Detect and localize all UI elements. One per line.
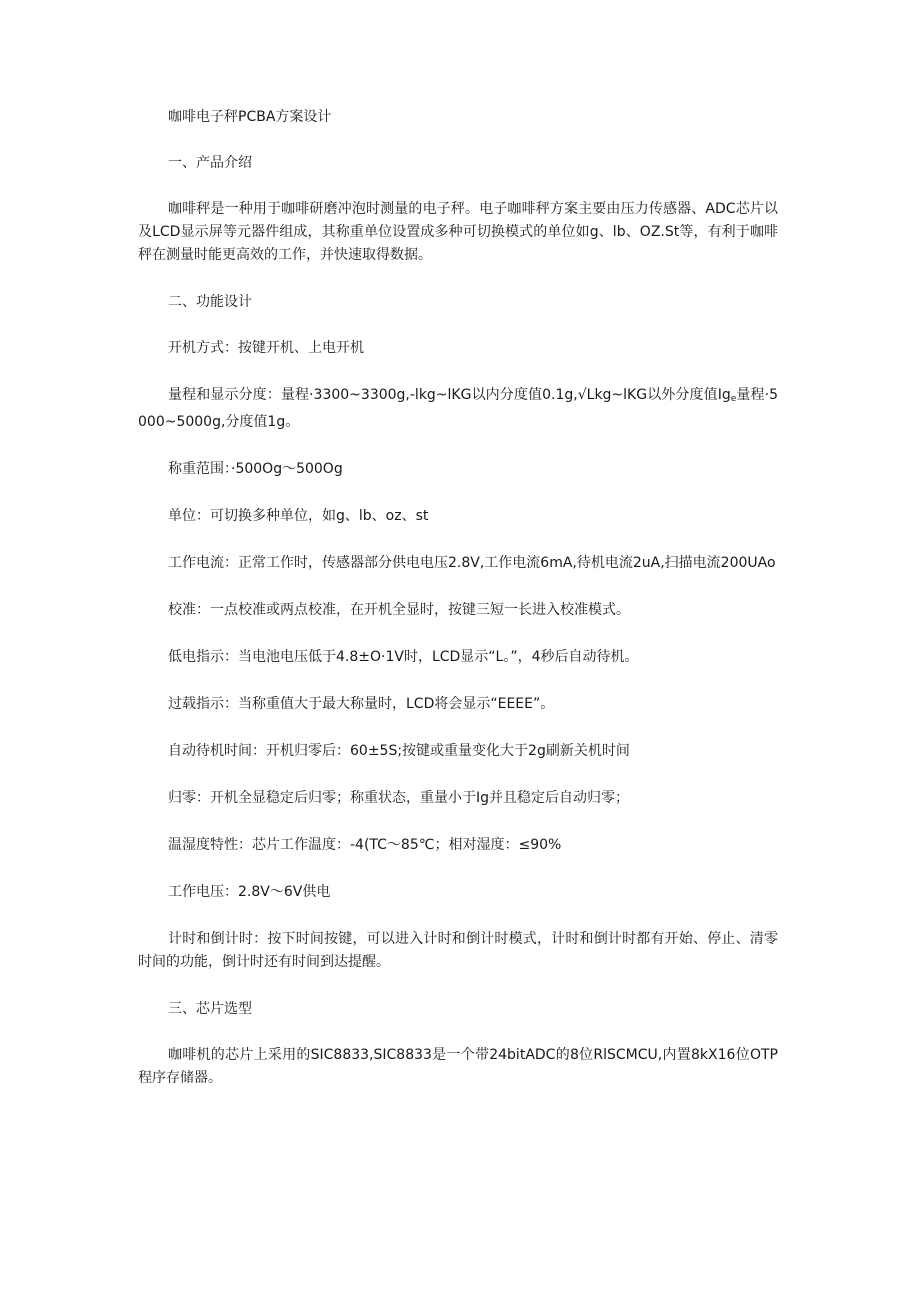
paragraph-zeroing: 归零：开机全显稳定后归零；称重状态，重量小于Ig并且稳定后自动归零； (168, 790, 630, 806)
paragraph-product-intro: 咖啡秤是一种用于咖啡研磨冲泡时测量的电子秤。电子咖啡秤方案主要由压力传感器、ADC芯片以及LCD显示屏等元器件组成，其称重单位设置成多种可切换模式的单位如g、lb、OZ.St等，有利于咖啡秤在测量时能更高效的工作，并快速取得数据。 (138, 201, 778, 263)
paragraph-range-and-division (138, 384, 778, 434)
paragraph-low-battery: 低电指示：当电池电压低于4.8±O·1V时，LCD显示“L。”，4秒后自动待机。 (168, 649, 639, 665)
paragraph-weighing-range: 称重范围：·500Og～500Og (168, 461, 343, 477)
section-heading-product-intro: 一、产品介绍 (168, 155, 252, 171)
range-subscript: e (730, 394, 737, 404)
paragraph-chip-selection: 咖啡机的芯片上采用的SIC8833,SIC8833是一个带24bitADC的8位RlSCMCU,内置8kX16位OTP程序存储器。 (138, 1047, 778, 1086)
range-tail: 量程·5000~5000g,分度值1g。 (138, 387, 779, 430)
document-title: 咖啡电子秤PCBA方案设计 (168, 109, 332, 125)
range-text: 量程和显示分度：量程·3300~3300g,-lkg~lKG以内分度值0.1g,√Lkg~lKG以外分度值Ig (168, 387, 731, 403)
paragraph-working-voltage: 工作电压：2.8V～6V供电 (168, 884, 331, 900)
paragraph-units: 单位：可切换多种单位，如g、lb、oz、st (168, 508, 429, 524)
paragraph-auto-standby: 自动待机时间：开机归零后：60±5S;按键或重量变化大于2g刷新关机时间 (168, 743, 630, 759)
paragraph-working-current: 工作电流：正常工作时，传感器部分供电电压2.8V,工作电流6mA,待机电流2uA,扫描电流200UAo (168, 555, 776, 571)
paragraph-calibration: 校准：一点校准或两点校准，在开机全显时，按键三短一长进入校准模式。 (168, 602, 630, 618)
paragraph-timer: 计时和倒计时：按下时间按键，可以进入计时和倒计时模式，计时和倒计时都有开始、停止、清零时间的功能，倒计时还有时间到达提醒。 (138, 931, 778, 970)
section-heading-function-design: 二、功能设计 (168, 294, 252, 310)
section-heading-chip-selection: 三、芯片选型 (168, 1001, 252, 1017)
paragraph-power-on-mode: 开机方式：按键开机、上电开机 (168, 340, 364, 356)
paragraph-temperature-humidity: 温湿度特性：芯片工作温度：-4(TC～85℃；相对湿度：≤90% (168, 837, 562, 853)
document-body (138, 106, 778, 1114)
paragraph-overload: 过载指示：当称重值大于最大称量时，LCD将会显示“EEEE”。 (168, 696, 555, 712)
